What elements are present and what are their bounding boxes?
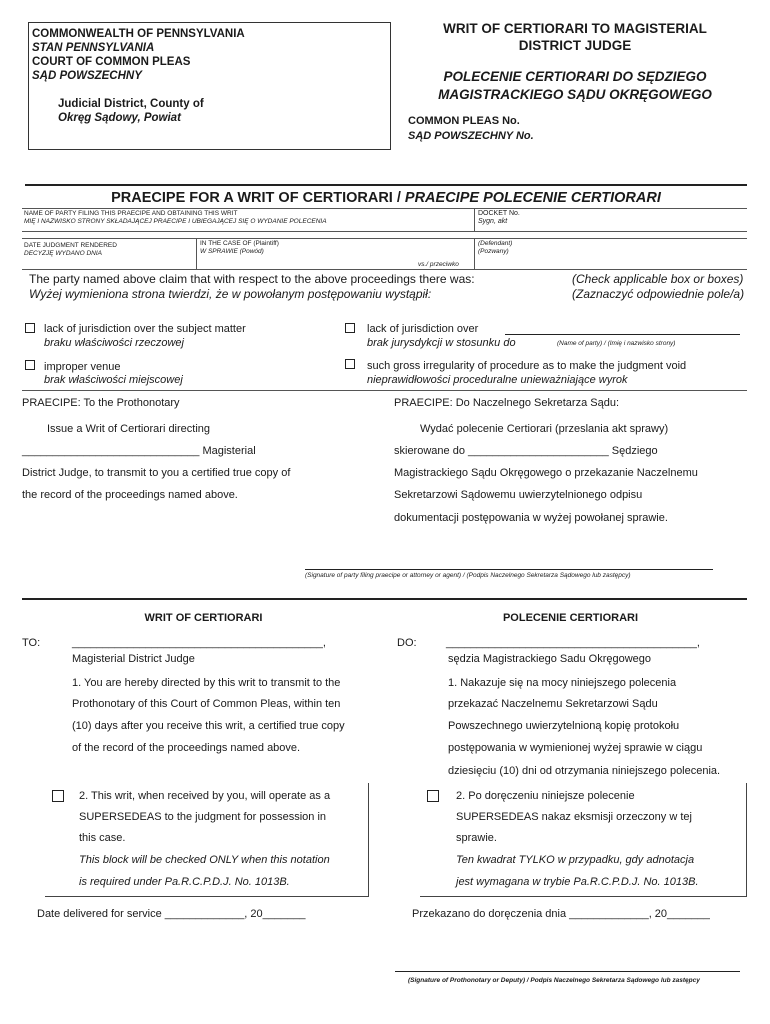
vs-label: vs./ przeciwko	[418, 261, 459, 268]
writ-p1-1: 1. You are hereby directed by this writ to transmit to the	[72, 677, 341, 689]
date-delivered[interactable]: Date delivered for service _____________, 20_______	[37, 908, 306, 920]
writ-to-blank-pl[interactable]: _________________________________________,	[446, 637, 700, 649]
option-subject-matter-pl: braku właściwości rzeczowej	[44, 337, 184, 349]
docket-label-pl: Sygn, akt	[478, 218, 508, 225]
praecipe-body-pl-1: Wydać polecenie Certiorari (przeslania akt sprawy)	[420, 423, 669, 435]
praecipe-body-pl-3: Magistrackiego Sądu Okręgowego o przekazanie Naczelnemu	[394, 467, 698, 479]
writ-title-pl-line1: POLECENIE CERTIORARI DO SĘDZIEGO	[443, 69, 707, 84]
praecipe-body-2: _____________________________ Magisterial	[22, 445, 256, 457]
district-label: Judicial District, County of	[58, 98, 204, 110]
writ-p1-pl-4: postępowania w wymienionej wyżej sprawie w ciągu	[448, 742, 703, 754]
writ-p2-4: This block will be checked ONLY when this notation	[79, 854, 330, 866]
divider	[196, 238, 197, 269]
checkbox-irregularity[interactable]	[345, 359, 355, 369]
header-court-pl: SĄD POWSZECHNY	[32, 70, 142, 82]
party-name-blank[interactable]	[505, 334, 740, 335]
claim-text-pl: Wyżej wymieniona strona twierdzi, że w powołanym postępowaniu wystąpił:	[29, 287, 432, 301]
checkbox-venue[interactable]	[25, 360, 35, 370]
praecipe-title-en: PRAECIPE FOR A WRIT OF CERTIORARI /	[111, 190, 405, 206]
divider	[22, 598, 747, 600]
header-commonwealth-pl: STAN PENNSYLVANIA	[32, 42, 155, 54]
writ-p1-2: Prothonotary of this Court of Common Pleas, within ten	[72, 698, 341, 710]
writ-p1-pl-2: przekazać Naczelnemu Sekretarzowi Sądu	[448, 698, 658, 710]
writ-p2-pl-1: 2. Po doręczeniu niniejsze polecenie	[456, 790, 635, 802]
header-commonwealth: COMMONWEALTH OF PENNSYLVANIA	[32, 28, 245, 40]
writ-p2-pl-4: Ten kwadrat TYLKO w przypadku, gdy adnotacja	[456, 854, 695, 866]
divider	[22, 208, 747, 209]
writ-title-line1: WRIT OF CERTIORARI TO MAGISTERIAL	[443, 21, 707, 36]
checkbox-subject-matter[interactable]	[25, 323, 35, 333]
option-venue: improper venue	[44, 361, 121, 373]
writ-p2-2: SUPERSEDEAS to the judgment for possession in	[79, 811, 327, 823]
checkbox-jurisdiction-party[interactable]	[345, 323, 355, 333]
divider	[474, 238, 475, 269]
writ-section-title-pl: POLECENIE CERTIORARI	[502, 612, 639, 624]
writ-title-pl	[400, 68, 750, 104]
praecipe-body-pl-4: Sekretarzowi Sądowemu uwierzytelnionego odpisu	[394, 489, 643, 501]
defendant-label: (Defendant)	[478, 240, 513, 247]
party-name-label: NAME OF PARTY FILING THIS PRAECIPE AND OBTAINING THIS WRIT	[24, 210, 238, 217]
court-info-box	[28, 22, 391, 150]
divider	[474, 208, 475, 231]
party-name-note: (Name of party) / (Imię i nazwisko strony)	[557, 340, 676, 347]
writ-p1-4: of the record of the proceedings named above.	[72, 742, 301, 754]
writ-title-line2: DISTRICT JUDGE	[518, 38, 632, 53]
check-instruction-pl: (Zaznaczyć odpowiednie pole/a)	[572, 287, 745, 301]
praecipe-body-3: District Judge, to transmit to you a certified true copy of	[22, 467, 291, 479]
writ-to-label: TO:	[22, 637, 41, 649]
writ-judge-label: Magisterial District Judge	[72, 653, 195, 665]
claim-text: The party named above claim that with respect to the above proceedings there was:	[29, 272, 475, 286]
writ-section-title: WRIT OF CERTIORARI	[144, 612, 263, 624]
writ-p2-pl-2: SUPERSEDEAS nakaz eksmisji orzeczony w tej	[456, 811, 692, 823]
praecipe-to-prothonotary: PRAECIPE: To the Prothonotary	[22, 397, 180, 409]
writ-title-pl-line2: MAGISTRACKIEGO SĄDU OKRĘGOWEGO	[438, 87, 712, 102]
writ-p2-pl-5: jest wymagana w trybie Pa.R.C.P.D.J. No. 1013B.	[456, 876, 699, 888]
option-subject-matter: lack of jurisdiction over the subject matter	[44, 323, 246, 335]
plaintiff-label-pl: W SPRAWIE (Powód)	[200, 248, 264, 255]
praecipe-signature-line[interactable]	[305, 569, 713, 570]
writ-to-blank[interactable]: _________________________________________,	[72, 637, 326, 649]
prothonotary-signature-line[interactable]	[395, 971, 740, 972]
checkbox-supersedeas[interactable]	[52, 790, 64, 802]
option-irregularity: such gross irregularity of procedure as to make the judgment void	[367, 360, 687, 372]
praecipe-title	[25, 190, 747, 206]
writ-judge-label-pl: sędzia Magistrackiego Sadu Okręgowego	[448, 653, 652, 665]
divider	[25, 184, 747, 186]
praecipe-body-1: Issue a Writ of Certiorari directing	[47, 423, 211, 435]
check-instruction: (Check applicable box or boxes)	[572, 272, 744, 286]
divider	[22, 390, 747, 391]
writ-p1-3: (10) days after you receive this writ, a certified true copy	[72, 720, 345, 732]
date-judgment-label: DATE JUDGMENT RENDERED	[24, 242, 117, 249]
praecipe-signature-label: (Signature of party filing praecipe or attorney or agent) / (Podpis Naczelnego Sekretarza Sądowego lub zastępcy)	[305, 572, 631, 579]
date-judgment-label-pl: DECYZJĘ WYDANO DNIA	[24, 250, 103, 257]
docket-label: DOCKET No.	[478, 210, 520, 217]
divider	[22, 269, 747, 270]
option-irregularity-pl: nieprawidłowości proceduralne unieważniające wyrok	[367, 374, 628, 386]
common-pleas-no-pl: SĄD POWSZECHNY No.	[408, 130, 534, 142]
writ-p1-pl-3: Powszechnego uwierzytelnioną kopię protokołu	[448, 720, 680, 732]
plaintiff-label: IN THE CASE OF (Plaintiff)	[200, 240, 279, 247]
divider	[22, 231, 747, 232]
praecipe-body-pl-2: skierowane do _______________________ Sędziego	[394, 445, 658, 457]
district-label-pl: Okręg Sądowy, Powiat	[58, 112, 181, 124]
writ-to-label-pl: DO:	[397, 637, 417, 649]
defendant-label-pl: (Pozwany)	[478, 248, 509, 255]
checkbox-supersedeas-pl[interactable]	[427, 790, 439, 802]
writ-p2-5: is required under Pa.R.C.P.D.J. No. 1013B.	[79, 876, 290, 888]
writ-p2-3: this case.	[79, 832, 126, 844]
praecipe-body-4: the record of the proceedings named above.	[22, 489, 238, 501]
praecipe-to-prothonotary-pl: PRAECIPE: Do Naczelnego Sekretarza Sądu:	[394, 397, 620, 409]
divider	[22, 238, 747, 239]
writ-p1-pl-1: 1. Nakazuje się na mocy niniejszego polecenia	[448, 677, 677, 689]
writ-p1-pl-5: dziesięciu (10) dni od otrzymania niniejszego polecenia.	[448, 765, 721, 777]
praecipe-title-pl: PRAECIPE POLECENIE CERTIORARI	[404, 190, 661, 206]
date-delivered-pl[interactable]: Przekazano do doręczenia dnia _____________, 20_______	[412, 908, 710, 920]
option-venue-pl: brak właściwości miejscowej	[44, 374, 183, 386]
party-name-label-pl: MIĘ I NAZWISKO STRONY SKŁADAJĄCEJ PRAECIPE I UBIEGAJĄCEJ SIĘ O WYDANIE POLECENIA	[24, 218, 327, 225]
praecipe-body-pl-5: dokumentacji postępowania w wyżej powołanej sprawie.	[394, 512, 668, 524]
option-jurisdiction-party: lack of jurisdiction over	[367, 323, 479, 335]
option-jurisdiction-party-pl: brak jurysdykcji w stosunku do	[367, 337, 516, 349]
writ-p2-pl-3: sprawie.	[456, 832, 497, 844]
header-court: COURT OF COMMON PLEAS	[32, 56, 191, 68]
prothonotary-signature-label: (Signature of Prothonotary or Deputy) / Podpis Naczelnego Sekretarza Sądowego lub zastępcy	[408, 977, 700, 984]
common-pleas-no: COMMON PLEAS No.	[408, 115, 520, 127]
writ-p2-1: 2. This writ, when received by you, will operate as a	[79, 790, 331, 802]
writ-title	[400, 20, 750, 54]
